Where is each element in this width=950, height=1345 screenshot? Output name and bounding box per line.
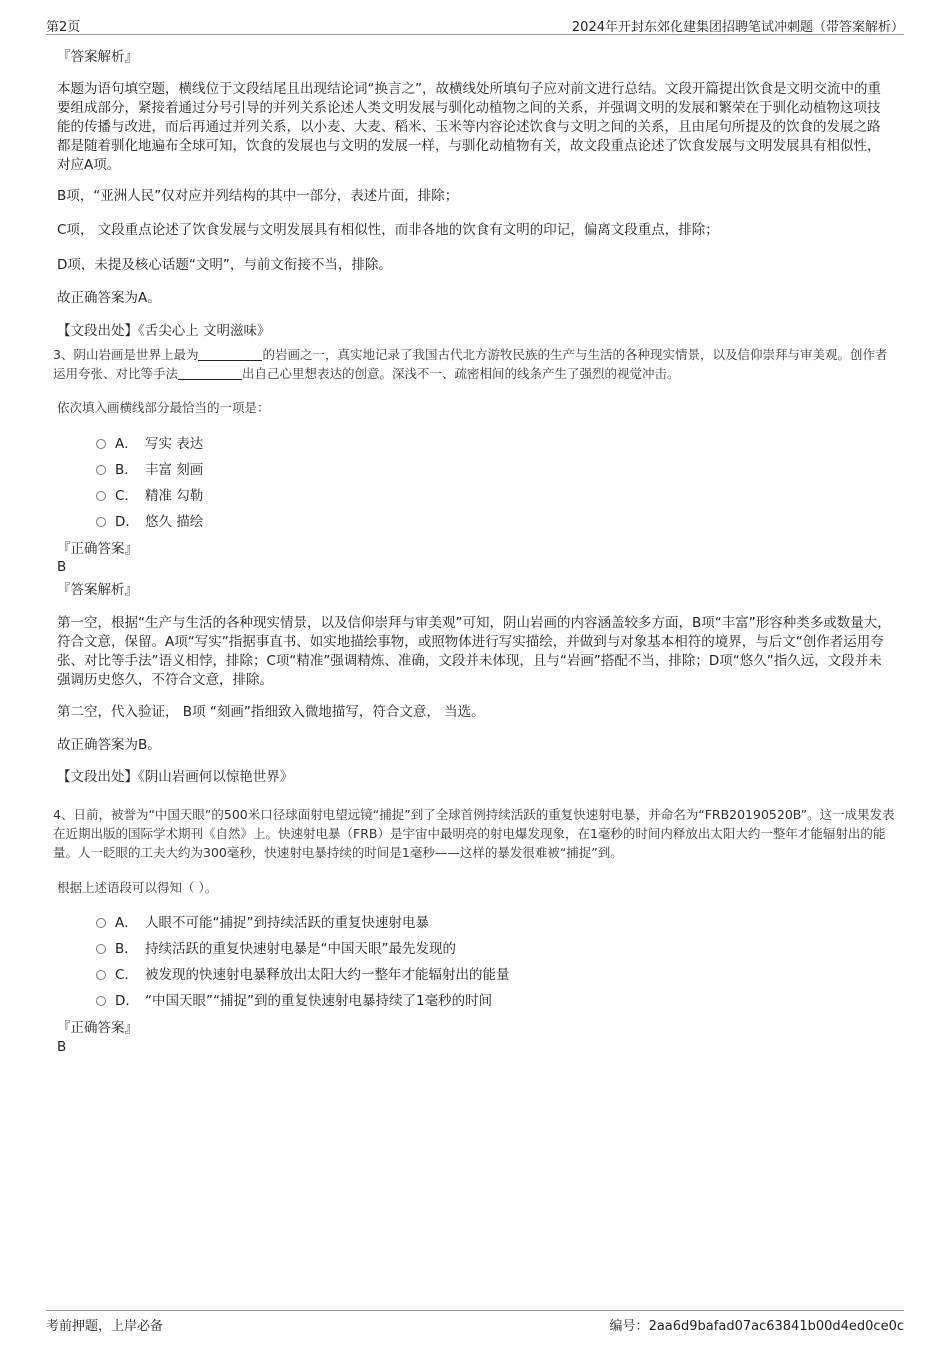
page-header [46,14,904,35]
q4-options [96,910,896,1014]
document-code: 编号：2aa6d9bafad07ac63841b00d4ed0ce0c [609,1319,904,1334]
q2-option-c-analysis: C项， 文段重点论述了饮食发展与文明发展具有相似性，而非各地的饮食有文明的印记，偏离文段重点，排除； [57,222,719,238]
q2-conclusion: 故正确答案为A。 [57,290,161,306]
q3-options [96,431,896,535]
q3-answer: B [57,559,67,575]
q4-answer-title: 『正确答案』 [57,1020,138,1036]
q4-option-d[interactable]: D． “中国天眼”“捕捉”到的重复快速射电暴持续了1毫秒的时间 [96,988,896,1014]
q4-answer: B [57,1039,67,1055]
radio-icon[interactable] [96,439,106,449]
radio-icon[interactable] [96,918,106,928]
q4-option-a[interactable]: A． 人眼不可能“捕捉”到持续活跃的重复快速射电暴 [96,910,896,936]
q3-analysis-p2: 第二空，代入验证， B项 “刻画”指细致入微地描写，符合文意， 当选。 [57,704,485,720]
radio-icon[interactable] [96,944,106,954]
q4-stem: 4、日前，被誉为“中国天眼”的500米口径球面射电望远镜“捕捉”到了全球首例持续活跃的重复快速射电暴，并命名为“FRB20190520B”。这一成果发表在近期出版的国际学术期刊《自然》上。快速射电暴（FRB）是宇宙中最明亮的射电爆发现象，在1毫秒的时间内释放出太阳大约一整年才能辐射出的能量。人一眨眼的工夫大约为300毫秒，快速射电暴持续的时间是1毫秒——这样的暴发很难被“捕捉”到。 [53,807,895,860]
q2-analysis-text: 本题为语句填空题，横线位于文段结尾且出现结论词“换言之”，故横线处所填句子应对前文进行总结。文段开篇提出饮食是文明交流中的重要组成部分，紧接着通过分号引导的并列关系论述人类文明发展与驯化动植物之间的关系，并强调文明的发展和繁荣在于驯化动植物这项技能的传播与改进，而后再通过并列关系，以小麦、大麦、稻米、玉米等内容论述饮食与文明之间的关系，且由尾句所提及的饮食的发展之路都是随着驯化地遍布全球可知，饮食的发展也与文明的发展一样，与驯化动植物有关，故文段重点论述了饮食发展与文明发展具有相似性，对应A项。 [57,81,881,173]
q3-option-a[interactable]: A． 写实 表达 [96,431,896,457]
q3-option-d[interactable]: D． 悠久 描绘 [96,509,896,535]
q3-blank-1 [198,348,262,361]
radio-icon[interactable] [96,970,106,980]
q3-conclusion: 故正确答案为B。 [57,737,161,753]
q2-option-d-analysis: D项，未提及核心话题“文明”，与前文衔接不当，排除。 [57,257,392,273]
q2-source: 【文段出处】《舌尖心上 文明滋味》 [57,323,271,339]
q3-source: 【文段出处】《阴山岩画何以惊艳世界》 [57,769,294,785]
q4-option-b[interactable]: B． 持续活跃的重复快速射电暴是“中国天眼”最先发现的 [96,936,896,962]
q2-analysis-title: 『答案解析』 [57,49,138,65]
q3-answer-title: 『正确答案』 [57,541,138,557]
footer-slogan: 考前押题，上岸必备 [46,1319,164,1334]
q3-analysis-title: 『答案解析』 [57,582,138,598]
q3-analysis-p1: 第一空，根据“生产与生活的各种现实情景，以及信仰崇拜与审美观”可知，阴山岩画的内容涵盖较多方面，B项“丰富”形容种类多或数量大，符合文意，保留。A项“写实”指据事直书、如实地描绘事物，或照物体进行写实描绘，并做到与对象基本相符的境界，与后文“创作者运用夸张、对比等手法”语义相悖，排除；C项“精准”强调精炼、准确，文段并未体现，且与“岩画”搭配不当，排除；D项“悠久”指久远，文段并未强调历史悠久，不符合文意，排除。 [57,615,891,688]
q3-option-c[interactable]: C． 精准 勾勒 [96,483,896,509]
q4-option-c[interactable]: C． 被发现的快速射电暴释放出太阳大约一整年才能辐射出的能量 [96,962,896,988]
q4-prompt: 根据上述语段可以得知（ ）。 [57,880,218,895]
q3-option-b[interactable]: B． 丰富 刻画 [96,457,896,483]
radio-icon[interactable] [96,465,106,475]
q3-stem: 3、阴山岩画是世界上最为 的岩画之一，真实地记录了我国古代北方游牧民族的生产与生活的各种现实情景，以及信仰崇拜与审美观。创作者运用夸张、对比等手法 出自己心里想表达的创意。深浅不一、疏密相间的线条产生了强烈的视觉冲击。 [53,347,888,381]
radio-icon[interactable] [96,996,106,1006]
document-title: 2024年开封东郊化建集团招聘笔试冲刺题（带答案解析） [571,20,904,35]
page-number: 第2页 [46,20,81,35]
q3-prompt: 依次填入画横线部分最恰当的一项是： [57,400,270,415]
q2-option-b-analysis: B项，“亚洲人民”仅对应并列结构的其中一部分，表述片面，排除； [57,188,459,204]
radio-icon[interactable] [96,491,106,501]
page-footer [46,1310,904,1333]
radio-icon[interactable] [96,517,106,527]
q3-blank-2 [178,367,242,380]
